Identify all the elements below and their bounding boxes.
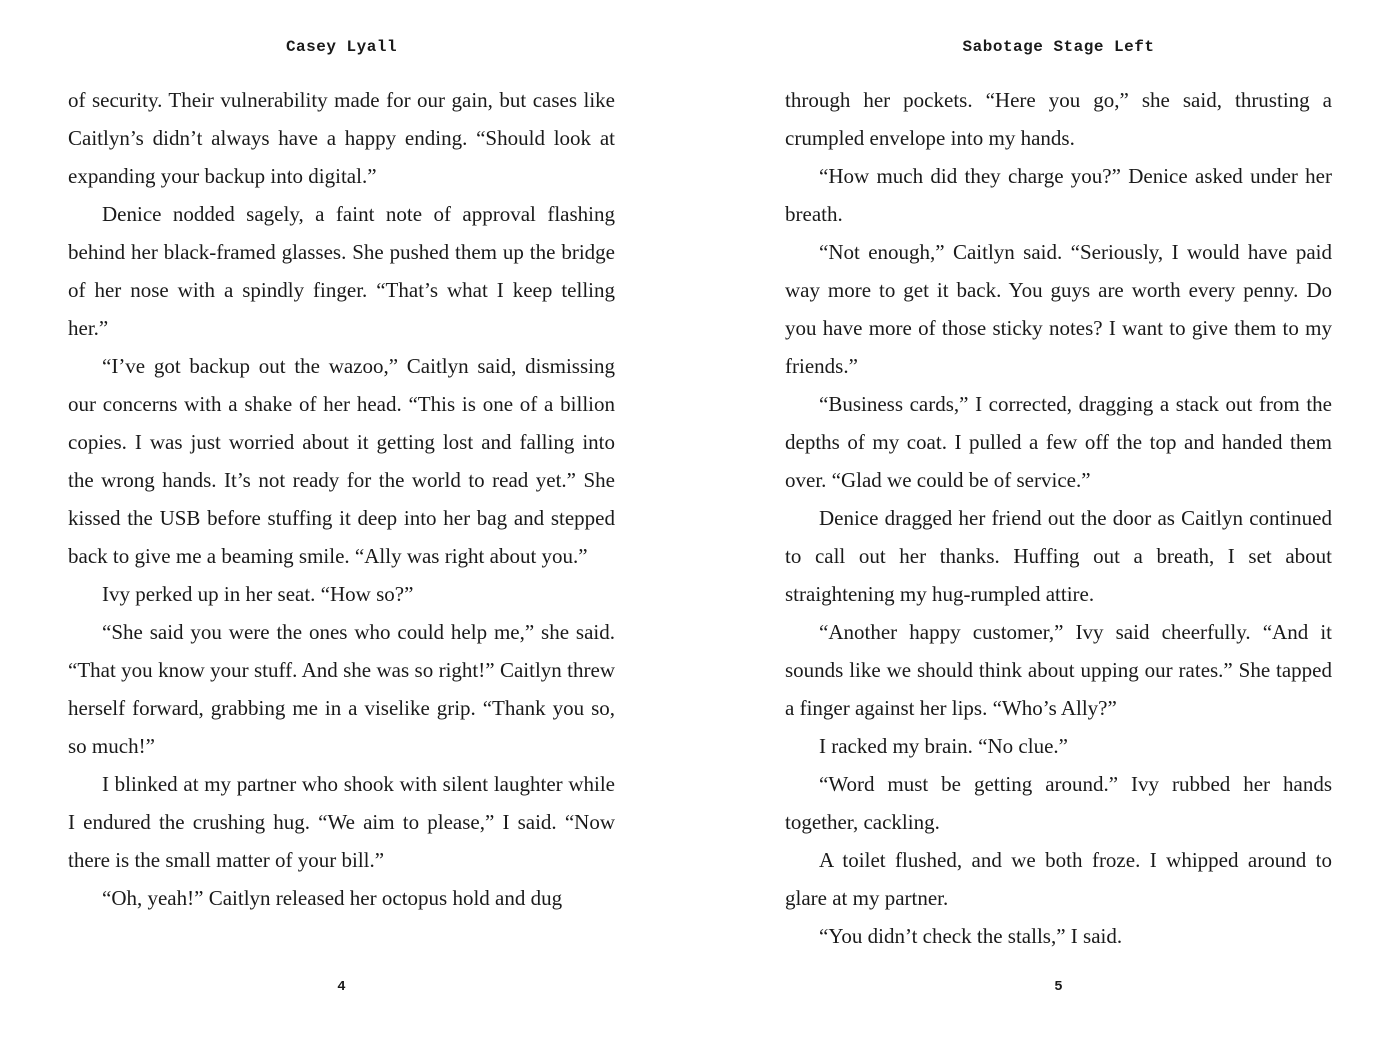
paragraph: through her pockets. “Here you go,” she said, thrusting a crumpled envelope into my hands. bbox=[785, 88, 1332, 150]
paragraph: “You didn’t check the stalls,” I said. bbox=[819, 924, 1123, 948]
paragraph: of security. Their vulnerability made for our gain, but cases like Caitlyn’s didn’t always have a happy ending. “Should look at expanding your backup into digital.” bbox=[68, 88, 615, 188]
paragraph: “Another happy customer,” Ivy said cheerfully. “And it sounds like we should think about upping our rates.” She tapped a finger against her lips. “Who’s Ally?” bbox=[785, 620, 1332, 720]
paragraph: “Business cards,” I corrected, dragging a stack out from the depths of my coat. I pulled a few off the top and handed them over. “Glad we could be of service.” bbox=[785, 392, 1332, 492]
running-head-author: Casey Lyall bbox=[285, 38, 398, 56]
right-page bbox=[785, 0, 1332, 1041]
paragraph: I blinked at my partner who shook with silent laughter while I endured the crushing hug. “We aim to please,” I said. “Now there is the small matter of your bill.” bbox=[68, 772, 615, 872]
left-page bbox=[68, 0, 615, 1041]
paragraph: “Word must be getting around.” Ivy rubbed her hands together, cackling. bbox=[785, 772, 1332, 834]
paragraph: “I’ve got backup out the wazoo,” Caitlyn said, dismissing our concerns with a shake of her head. “This is one of a billion copies. I was just worried about it getting lost and falling into the wrong hands. It’s not ready for the world to read yet.” She kissed the USB before stuffing it deep into her bag and stepped back to give me a beaming smile. “Ally was right about you.” bbox=[68, 354, 615, 568]
paragraph: A toilet flushed, and we both froze. I whipped around to glare at my partner. bbox=[785, 848, 1332, 910]
left-page-body bbox=[68, 81, 615, 917]
paragraph: “She said you were the ones who could help me,” she said. “That you know your stuff. And she was so right!” Caitlyn threw herself forward, grabbing me in a viselike grip. “Thank you so, so much!” bbox=[68, 620, 615, 758]
paragraph: “Not enough,” Caitlyn said. “Seriously, I would have paid way more to get it back. You guys are worth every penny. Do you have more of those sticky notes? I want to give them to my friends.” bbox=[785, 240, 1332, 378]
paragraph: “Oh, yeah!” Caitlyn released her octopus hold and dug bbox=[102, 886, 563, 910]
page-number-left: 4 bbox=[337, 979, 346, 995]
page-number-right: 5 bbox=[1054, 979, 1063, 995]
paragraph: “How much did they charge you?” Denice asked under her breath. bbox=[785, 164, 1332, 226]
paragraph: I racked my brain. “No clue.” bbox=[819, 734, 1068, 758]
right-page-body bbox=[785, 81, 1332, 955]
paragraph: Ivy perked up in her seat. “How so?” bbox=[102, 582, 414, 606]
paragraph: Denice nodded sagely, a faint note of approval flashing behind her black-framed glasses. She pushed them up the bridge of her nose with a spindly finger. “That’s what I keep telling her.” bbox=[68, 202, 615, 340]
paragraph: Denice dragged her friend out the door as Caitlyn continued to call out her thanks. Huffing out a breath, I set about straightening my hug-rumpled attire. bbox=[785, 506, 1332, 606]
running-head-title: Sabotage Stage Left bbox=[962, 38, 1155, 56]
